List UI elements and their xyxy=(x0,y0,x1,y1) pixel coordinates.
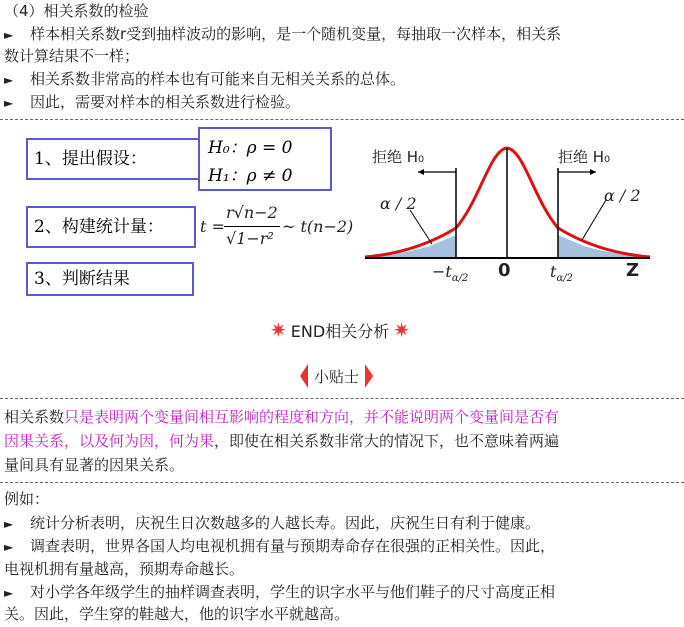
divider xyxy=(0,398,684,399)
step-box-statistic: 2、构建统计量： xyxy=(26,206,196,248)
bullet-icon: ► xyxy=(4,73,14,87)
alpha-right-pointer xyxy=(582,200,606,240)
divider xyxy=(0,119,684,120)
example-item: ► 对小学各年级学生的抽样调查表明，学生的识字水平与他们鞋子的尺寸高度正相 xyxy=(4,581,678,604)
left-arrowhead xyxy=(418,169,424,175)
bullet-icon: ► xyxy=(4,517,14,531)
alpha-left-pointer xyxy=(410,210,432,244)
examples-heading: 例如： xyxy=(4,490,50,508)
bullet-continuation: 数计算结果不一样； xyxy=(4,47,140,65)
example-item: ► 调查表明，世界各国人均电视机拥有量与预期寿命存在很强的正相关性。因此， xyxy=(4,535,678,558)
bullet-icon: ► xyxy=(4,540,14,554)
badge-right-arrow-icon xyxy=(365,364,373,388)
tip-line-1: 相关系数只是表明两个变量间相互影响的程度和方向，并不能说明两个变量间是否有 xyxy=(4,408,560,426)
tip-badge: 小贴士 xyxy=(300,364,373,388)
divider xyxy=(0,482,684,483)
tip-line-2: 因果关系，以及何为因，何为果，即使在相关系数非常大的情况下，也不意味着两遍 xyxy=(4,432,560,450)
end-banner: ✷ END相关分析 ✷ xyxy=(270,318,410,342)
bullet-item: ► 样本相关系数r受到抽样波动的影响，是一个随机变量，每抽取一次样本，相关系 xyxy=(4,23,678,46)
axis-z-label: Z xyxy=(626,260,640,281)
example-item: ► 统计分析表明，庆祝生日次数越多的人越长寿。因此，庆祝生日有利于健康。 xyxy=(4,512,678,535)
section-title: （4）相关系数的检验 xyxy=(4,2,149,20)
hypotheses-box: H₀：ρ = 0 H₁：ρ ≠ 0 xyxy=(198,127,332,191)
step-box-hypothesis: 1、提出假设： xyxy=(26,138,200,180)
bullet-icon: ► xyxy=(4,586,14,600)
alpha-left-label: α / 2 xyxy=(380,194,417,213)
step-box-decision: 3、判断结果 xyxy=(26,262,194,296)
sparkle-left-icon: ✷ xyxy=(270,318,287,342)
tick-left-label: $-t_{\alpha/2}$ xyxy=(432,262,469,285)
tip-line-3: 量间具有显著的因果关系。 xyxy=(4,456,185,474)
tick-zero-label: 0 xyxy=(498,260,511,281)
bullet-icon: ► xyxy=(4,28,14,42)
bullet-item: ► 相关系数非常高的样本也有可能来自无相关关系的总体。 xyxy=(4,68,678,91)
sparkle-right-icon: ✷ xyxy=(393,318,410,342)
fraction-bar xyxy=(224,226,280,227)
tick-right-label: $t_{\alpha/2}$ xyxy=(550,262,573,285)
t-statistic-formula: t = r√n−2 √1−r² ~ t(n−2) xyxy=(200,203,354,248)
alpha-right-label: α / 2 xyxy=(604,186,641,205)
badge-left-arrow-icon xyxy=(300,364,308,388)
right-arrowhead xyxy=(590,169,596,175)
bullet-item: ► 因此，需要对样本的相关系数进行检验。 xyxy=(4,91,678,114)
example-continuation: 电视机拥有量越高，预期寿命越长。 xyxy=(4,560,245,578)
example-continuation: 关。因此，学生穿的鞋越大，他的识字水平就越高。 xyxy=(4,605,350,623)
bullet-icon: ► xyxy=(4,96,14,110)
reject-right-label: 拒绝 H₀ xyxy=(558,148,611,166)
reject-left-label: 拒绝 H₀ xyxy=(372,148,425,166)
